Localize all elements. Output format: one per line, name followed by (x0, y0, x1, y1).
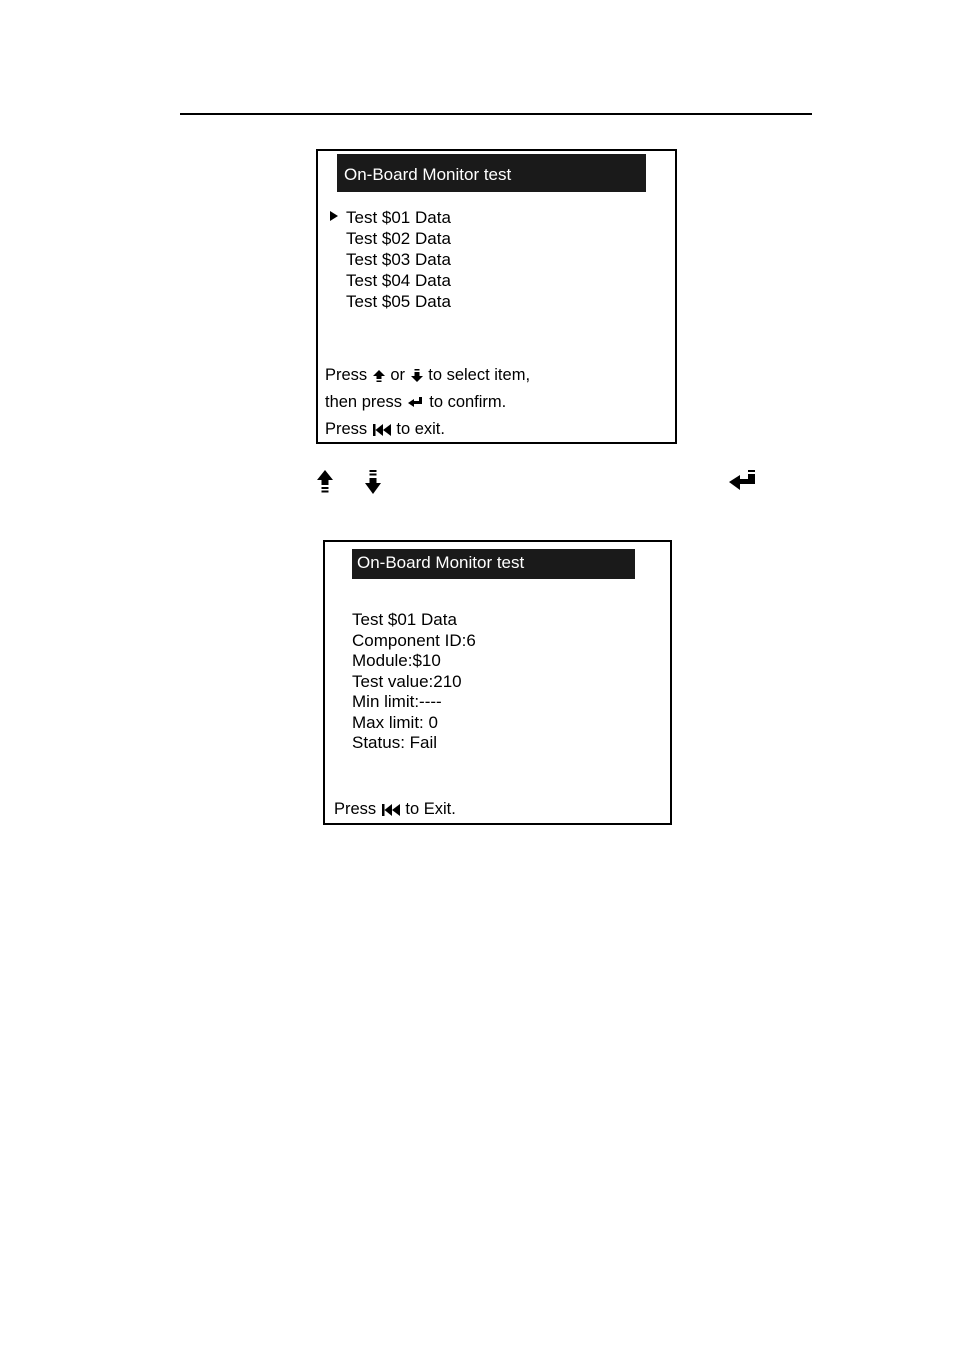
menu-item-test-02[interactable]: Test $02 Data (346, 229, 451, 248)
instruction-line-exit: Press to exit. (325, 420, 445, 438)
test-menu (326, 207, 451, 312)
detail-max-limit: Max limit: 0 (352, 712, 438, 732)
screen-title: On-Board Monitor test (352, 549, 635, 579)
detail-component-id: Component ID:6 (352, 630, 476, 650)
enter-key-icon (407, 395, 425, 411)
detail-module: Module:$10 (352, 651, 441, 670)
menu-item-test-03[interactable]: Test $03 Data (346, 250, 451, 269)
enter-key-icon (728, 469, 758, 493)
exit-key-icon (381, 803, 401, 817)
exit-key-icon (372, 423, 392, 437)
detail-min-limit: Min limit:---- (352, 692, 442, 711)
menu-screen (316, 149, 677, 444)
menu-item-test-05[interactable]: Test $05 Data (346, 292, 451, 311)
down-arrow-icon (410, 368, 424, 384)
footer-exit-instruction: Press to Exit. (334, 800, 456, 818)
selection-pointer-icon (330, 211, 338, 221)
detail-status: Status: Fail (352, 733, 438, 752)
down-arrow-icon (364, 469, 382, 495)
screen-title: On-Board Monitor test (337, 154, 646, 192)
detail-test-name: Test $01 Data (352, 610, 457, 629)
menu-item-test-04[interactable]: Test $04 Data (346, 271, 451, 290)
up-arrow-icon (316, 469, 334, 495)
instruction-line-select: Press or to select item, (325, 366, 531, 384)
up-arrow-icon (372, 368, 386, 384)
header-rule (180, 113, 812, 115)
menu-item-test-01[interactable]: Test $01 Data (326, 207, 451, 228)
test-result-details (352, 610, 476, 754)
detail-test-value: Test value:210 (352, 671, 462, 691)
instruction-line-confirm: then press to confirm. (325, 393, 507, 411)
detail-screen (323, 540, 672, 825)
